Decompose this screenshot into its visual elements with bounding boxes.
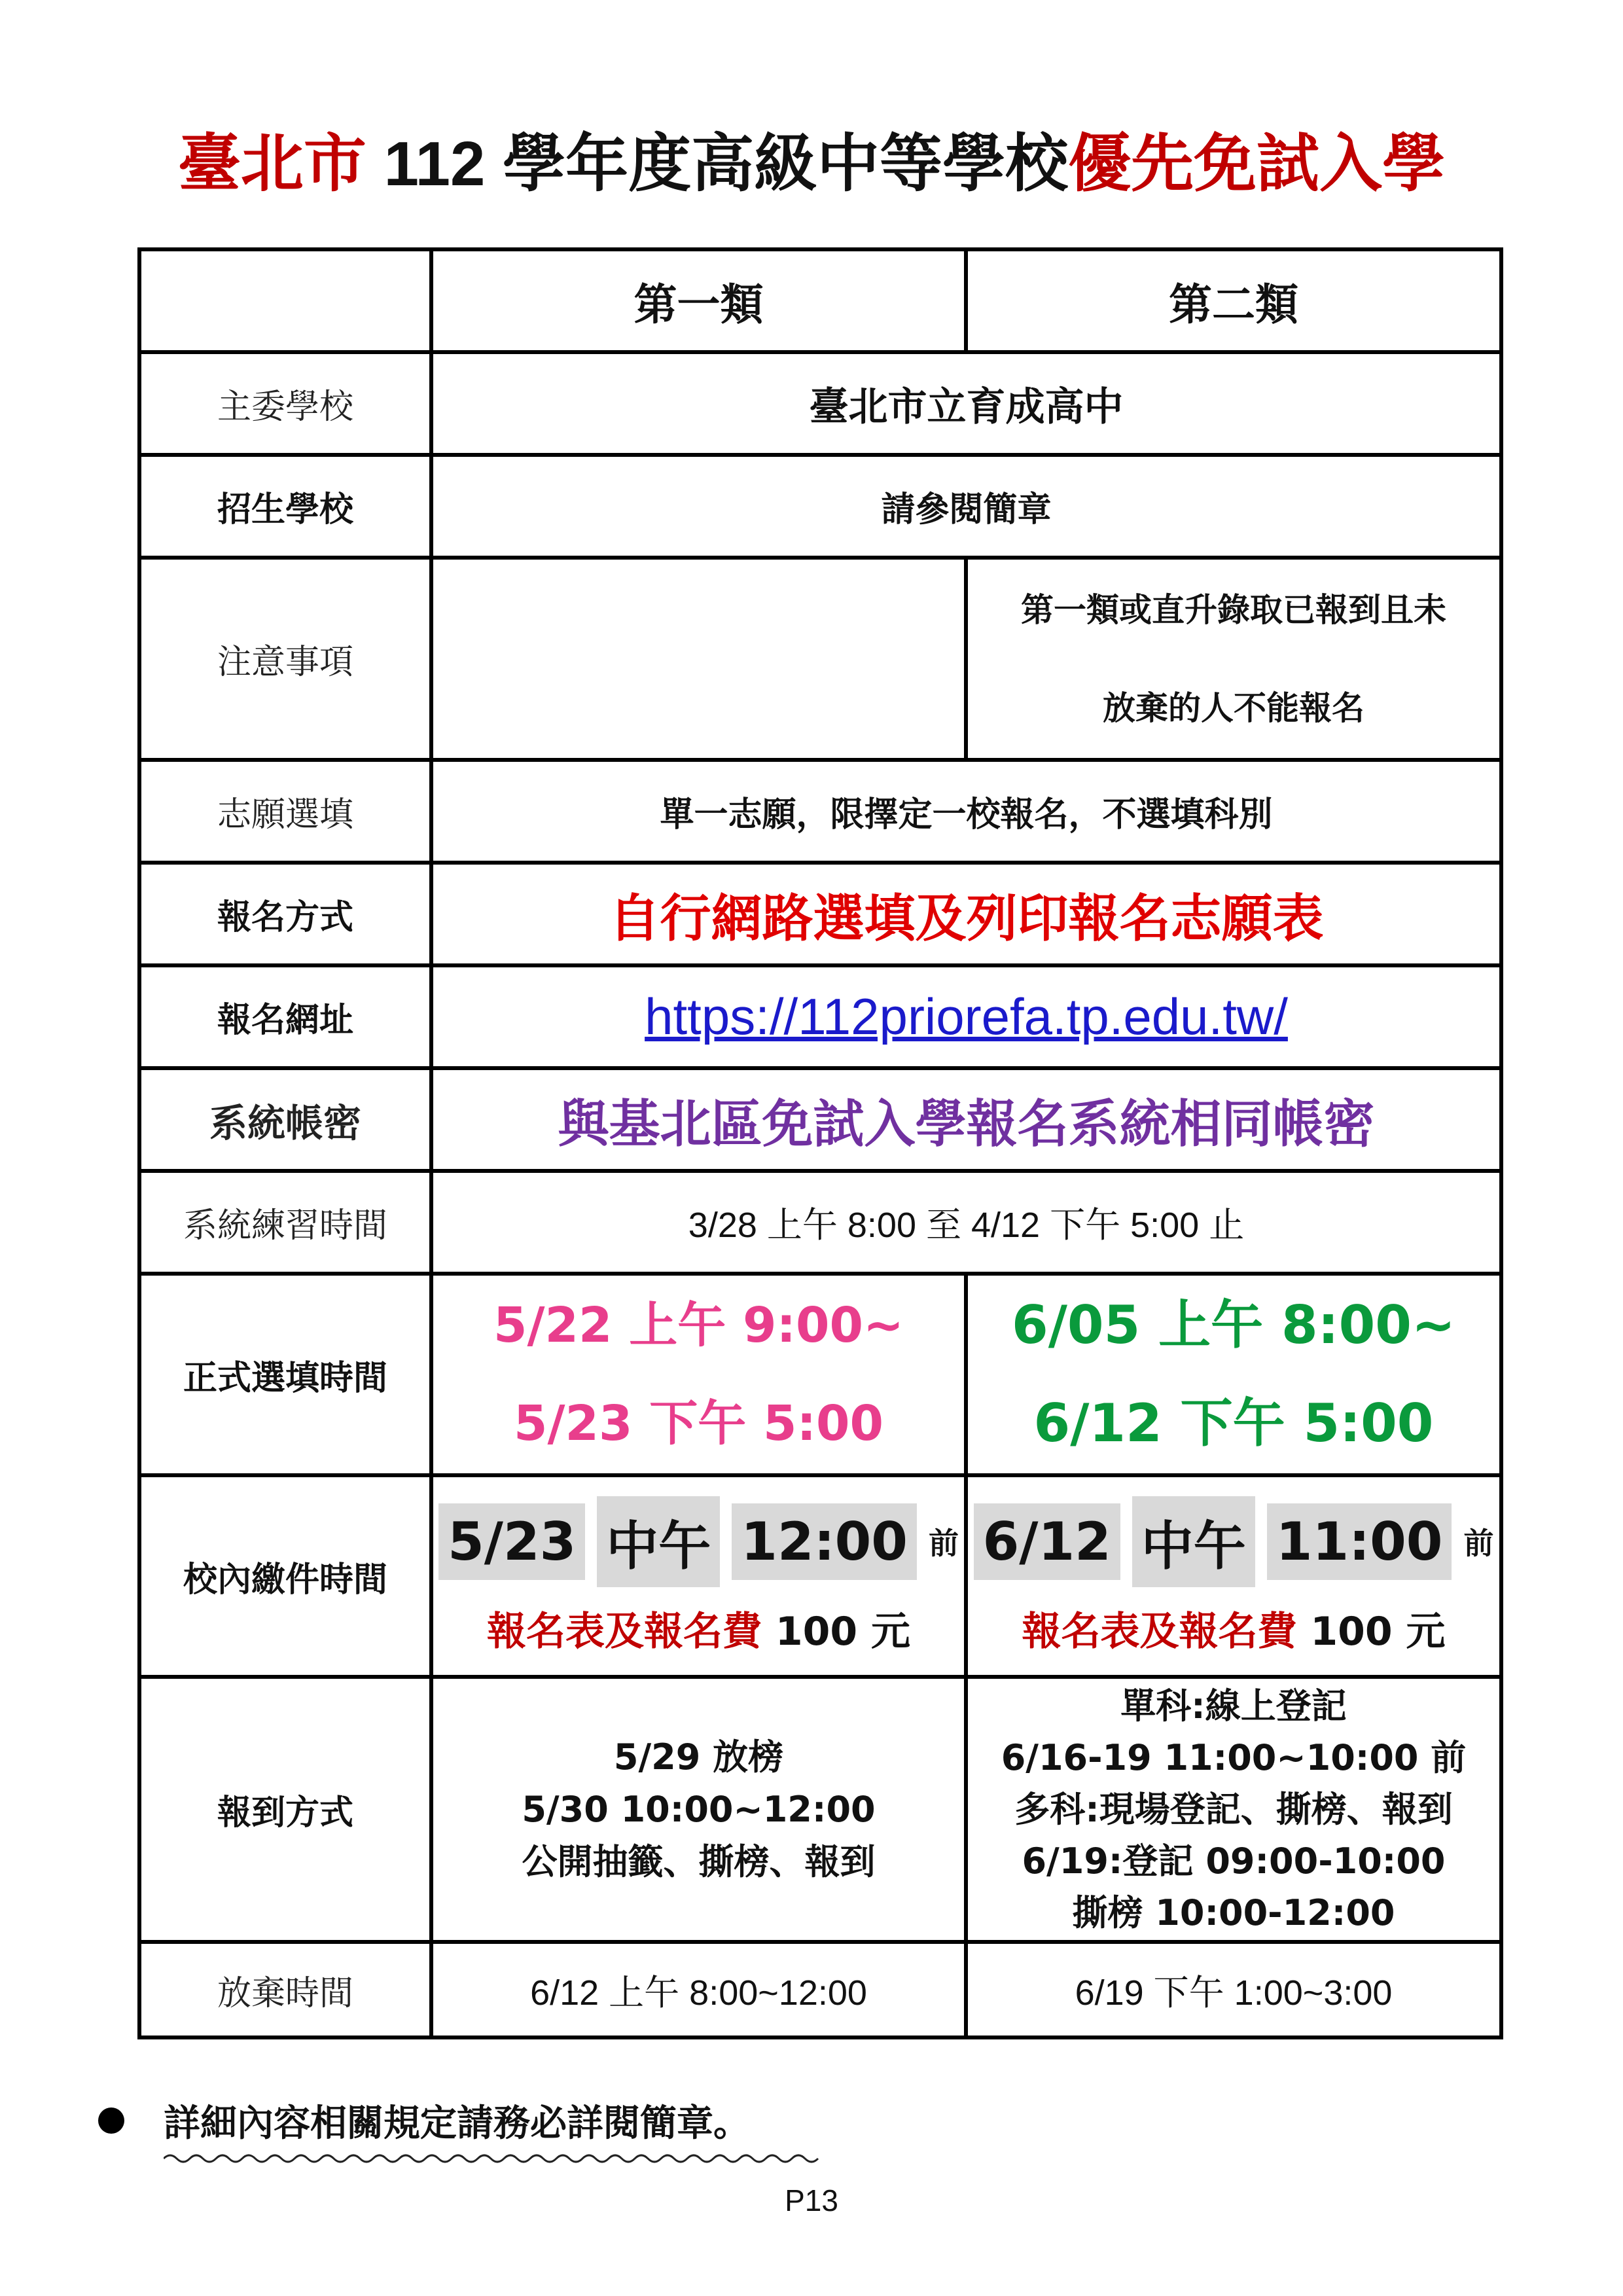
official-category-1: [431, 1274, 966, 1475]
choice-value: 單一志願，限擇定一校報名，不選填科別: [431, 760, 1501, 863]
table-row-official: [139, 1274, 1501, 1475]
footer-note-content: 詳細內容相關規定請務必詳閱簡章。: [164, 2102, 750, 2145]
notes-line-1: 第一類或直升錄取已報到且未: [1021, 590, 1446, 629]
table-row-notes: [139, 558, 1501, 760]
admission-table: [137, 247, 1503, 2039]
table-row-giveup: [139, 1942, 1501, 2037]
row-label-notes: 注意事項: [139, 558, 431, 760]
title-program: 優先免試入學: [1068, 127, 1446, 200]
submit-category-2: [966, 1475, 1501, 1677]
practice-value: 3/28 上午 8:00 至 4/12 下午 5:00 止: [431, 1171, 1501, 1274]
table-row-method: [139, 863, 1501, 965]
table-row-practice: [139, 1171, 1501, 1274]
submit-1-fee-label: 報名表及報名費: [486, 1608, 762, 1655]
title-year: 112: [366, 129, 503, 199]
report-1-line-2: 5/30 10:00~12:00: [522, 1788, 876, 1830]
row-label-schools: 招生學校: [139, 455, 431, 558]
row-label-giveup: 放棄時間: [139, 1942, 431, 2037]
bullet-icon: [98, 2108, 124, 2134]
title-middle: 學年度高級中等學校: [503, 127, 1069, 200]
wavy-underline-icon: [164, 2151, 825, 2166]
report-2-line-2: 6/16-19 11:00~10:00 前: [1001, 1737, 1467, 1778]
row-label-official: 正式選填時間: [139, 1274, 431, 1475]
submit-2-fee-label: 報名表及報名費: [1022, 1608, 1297, 1655]
submit-2-deadline: [968, 1496, 1499, 1587]
row-label-choice: 志願選填: [139, 760, 431, 863]
submit-1-fee: [433, 1600, 964, 1657]
table-row-committee: [139, 352, 1501, 455]
report-category-2: [966, 1677, 1501, 1942]
title-city: 臺北市: [177, 127, 366, 200]
table-row-url: [139, 965, 1501, 1068]
table-row-choice: [139, 760, 1501, 863]
method-value: 自行網路選填及列印報名志願表: [431, 863, 1501, 965]
submit-1-fee-amount: 100 元: [775, 1608, 911, 1655]
report-2-line-1: 單科:線上登記: [1120, 1685, 1347, 1727]
committee-school: 臺北市立育成高中: [431, 352, 1501, 455]
schools-value: 請參閱簡章: [431, 455, 1501, 558]
notes-category-1: [431, 558, 966, 760]
official-1-end: 5/23 下午 5:00: [513, 1395, 884, 1452]
submit-category-1: [431, 1475, 966, 1677]
notes-category-2: [966, 558, 1501, 760]
submit-2-date: 6/12: [974, 1503, 1120, 1580]
submit-1-date: 5/23: [438, 1503, 585, 1580]
submit-2-fee-amount: 100 元: [1310, 1608, 1446, 1655]
report-2-line-3: 多科:現場登記、撕榜、報到: [1014, 1789, 1453, 1830]
footer-note: [98, 2094, 750, 2147]
row-label-committee: 主委學校: [139, 352, 431, 455]
table-header-row: [139, 249, 1501, 352]
page-number: P13: [785, 2183, 838, 2217]
submit-2-before: 前: [1463, 1526, 1494, 1561]
registration-link[interactable]: https://112priorefa.tp.edu.tw/: [645, 988, 1288, 1045]
official-category-2: [966, 1274, 1501, 1475]
giveup-category-1: 6/12 上午 8:00~12:00: [431, 1942, 966, 2037]
report-1-line-3: 公開抽籤、撕榜、報到: [522, 1840, 876, 1882]
row-label-url: 報名網址: [139, 965, 431, 1068]
header-category-1: 第一類: [431, 249, 966, 352]
submit-2-fee: [968, 1600, 1499, 1657]
page-title: [0, 124, 1623, 203]
submit-1-midday: 中午: [597, 1496, 720, 1587]
header-category-2: 第二類: [966, 249, 1501, 352]
submit-2-time: 11:00: [1267, 1503, 1452, 1580]
official-2-end: 6/12 下午 5:00: [1033, 1393, 1434, 1454]
report-2-line-4: 6/19:登記 09:00-10:00: [1022, 1840, 1446, 1882]
row-label-method: 報名方式: [139, 863, 431, 965]
submit-1-deadline: [433, 1496, 964, 1587]
report-1-line-1: 5/29 放榜: [613, 1736, 784, 1778]
account-value: 與基北區免試入學報名系統相同帳密: [431, 1068, 1501, 1171]
notes-line-2: 放棄的人不能報名: [1103, 689, 1364, 727]
row-label-practice: 系統練習時間: [139, 1171, 431, 1274]
url-cell: [431, 965, 1501, 1068]
report-category-1: [431, 1677, 966, 1942]
submit-1-before: 前: [928, 1526, 959, 1561]
submit-1-time: 12:00: [732, 1503, 917, 1580]
table-row-account: [139, 1068, 1501, 1171]
table-row-report: [139, 1677, 1501, 1942]
report-2-line-5: 撕榜 10:00-12:00: [1072, 1892, 1395, 1933]
row-label-account: 系統帳密: [139, 1068, 431, 1171]
table-row-submit: [139, 1475, 1501, 1677]
official-2-start: 6/05 上午 8:00~: [1012, 1295, 1455, 1355]
giveup-category-2: 6/19 下午 1:00~3:00: [966, 1942, 1501, 2037]
table-row-schools: [139, 455, 1501, 558]
footer-note-text: [164, 2094, 750, 2147]
row-label-submit: 校內繳件時間: [139, 1475, 431, 1677]
submit-2-midday: 中午: [1132, 1496, 1255, 1587]
official-1-start: 5/22 上午 9:00~: [493, 1297, 904, 1354]
header-empty-cell: [139, 249, 431, 352]
row-label-report: 報到方式: [139, 1677, 431, 1942]
